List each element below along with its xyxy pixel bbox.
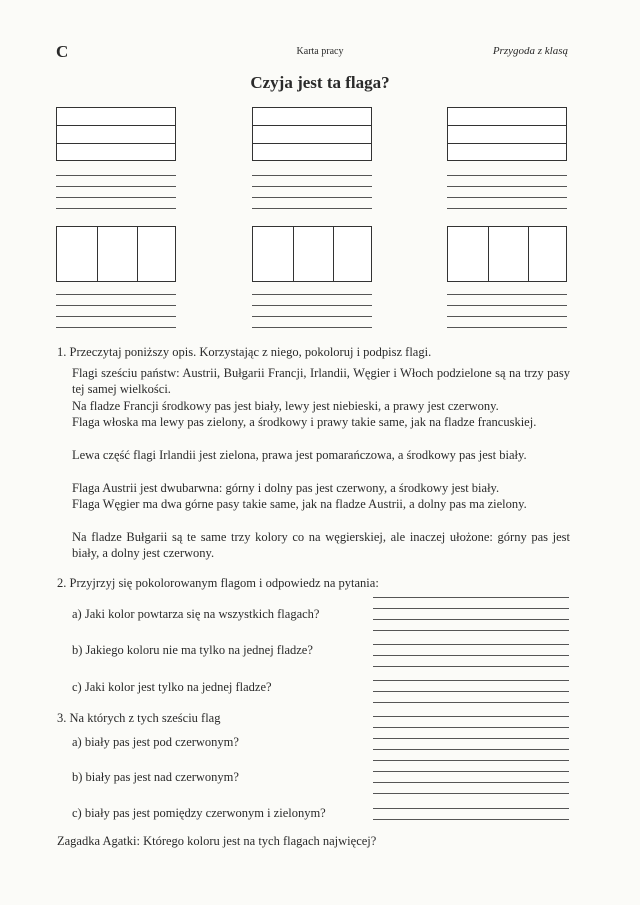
flag-horizontal-3[interactable] (447, 107, 567, 161)
flag-name-line[interactable] (252, 327, 372, 328)
answer-line[interactable] (373, 608, 569, 609)
flag-name-line[interactable] (447, 294, 567, 295)
answer-line[interactable] (373, 793, 569, 794)
flag-name-line[interactable] (56, 294, 176, 295)
flag-name-line[interactable] (447, 175, 567, 176)
description-line: Lewa część flagi Irlandii jest zielona, prawa jest pomarańczowa, a środkowy pas jest biały. (72, 448, 527, 462)
task3-question-b: b) biały pas jest nad czerwonym? (72, 770, 239, 784)
header-letter: C (56, 42, 69, 61)
header-center: Karta pracy (296, 46, 344, 57)
answer-line[interactable] (373, 782, 569, 783)
flag-name-line[interactable] (447, 197, 567, 198)
flag-name-line[interactable] (252, 305, 372, 306)
flag-name-line[interactable] (252, 175, 372, 176)
riddle: Zagadka Agatki: Którego koloru jest na tych flagach najwięcej? (57, 834, 377, 848)
flag-horizontal-1[interactable] (56, 107, 176, 161)
answer-line[interactable] (373, 738, 569, 739)
answer-line[interactable] (373, 808, 569, 809)
header-right: Przygoda z klasą (492, 45, 568, 57)
page-title: Czyja jest ta flaga? (250, 73, 390, 92)
description-line: Flaga Węgier ma dwa górne pasy takie same, jak na fladze Austrii, a dolny pas ma zielony. (72, 497, 527, 511)
description-line: Na fladze Bułgarii są te same trzy kolory co na węgierskiej, ale inaczej ułożone: górny pas jest biały, a dolny jest czerwony. (72, 530, 570, 560)
description-line: Flagi sześciu państw: Austrii, Bułgarii Francji, Irlandii, Węgier i Włoch podzielone są na trzy pasy tej samej wielkości. (72, 366, 570, 396)
answer-line[interactable] (373, 644, 569, 645)
flag-name-line[interactable] (56, 316, 176, 317)
flag-name-line[interactable] (252, 186, 372, 187)
flag-horizontal-2[interactable] (252, 107, 372, 161)
flag-name-line[interactable] (56, 208, 176, 209)
description-line: Flaga włoska ma lewy pas zielony, a środkowy i prawy takie same, jak na fladze francuskiej. (72, 415, 537, 429)
answer-line[interactable] (373, 680, 569, 681)
answer-line[interactable] (373, 702, 569, 703)
flag-name-line[interactable] (252, 197, 372, 198)
task3-question-a: a) biały pas jest pod czerwonym? (72, 735, 239, 749)
flag-name-line[interactable] (447, 327, 567, 328)
answer-line[interactable] (373, 597, 569, 598)
flag-name-line[interactable] (252, 316, 372, 317)
answer-line[interactable] (373, 760, 569, 761)
flag-vertical-2[interactable] (252, 226, 372, 282)
flag-name-line[interactable] (447, 305, 567, 306)
answer-line[interactable] (373, 666, 569, 667)
answer-line[interactable] (373, 819, 569, 820)
flag-name-line[interactable] (447, 208, 567, 209)
answer-line[interactable] (373, 630, 569, 631)
answer-line[interactable] (373, 716, 569, 717)
flag-name-line[interactable] (252, 208, 372, 209)
flag-name-line[interactable] (56, 186, 176, 187)
task2-instruction: 2. Przyjrzyj się pokolorowanym flagom i odpowiedz na pytania: (57, 576, 379, 590)
flag-name-line[interactable] (447, 316, 567, 317)
task2-question-a: a) Jaki kolor powtarza się na wszystkich flagach? (72, 607, 320, 621)
answer-line[interactable] (373, 619, 569, 620)
answer-line[interactable] (373, 771, 569, 772)
answer-line[interactable] (373, 727, 569, 728)
flag-name-line[interactable] (252, 294, 372, 295)
flag-name-line[interactable] (56, 175, 176, 176)
task3-question-c: c) biały pas jest pomiędzy czerwonym i zielonym? (72, 806, 326, 820)
task1-instruction: 1. Przeczytaj poniższy opis. Korzystając z niego, pokoloruj i podpisz flagi. (57, 345, 432, 359)
flag-name-line[interactable] (56, 197, 176, 198)
task3-instruction: 3. Na których z tych sześciu flag (57, 711, 221, 725)
flag-name-line[interactable] (56, 327, 176, 328)
flag-name-line[interactable] (447, 186, 567, 187)
answer-line[interactable] (373, 749, 569, 750)
flag-vertical-1[interactable] (56, 226, 176, 282)
answer-line[interactable] (373, 691, 569, 692)
task2-question-b: b) Jakiego koloru nie ma tylko na jednej fladze? (72, 643, 313, 657)
description-line: Flaga Austrii jest dwubarwna: górny i dolny pas jest czerwony, a środkowy jest biały. (72, 481, 500, 495)
task2-question-c: c) Jaki kolor jest tylko na jednej fladze? (72, 680, 272, 694)
flag-vertical-3[interactable] (447, 226, 567, 282)
flag-name-line[interactable] (56, 305, 176, 306)
description-line: Na fladze Francji środkowy pas jest biały, lewy jest niebieski, a prawy jest czerwony. (72, 399, 499, 413)
answer-line[interactable] (373, 655, 569, 656)
